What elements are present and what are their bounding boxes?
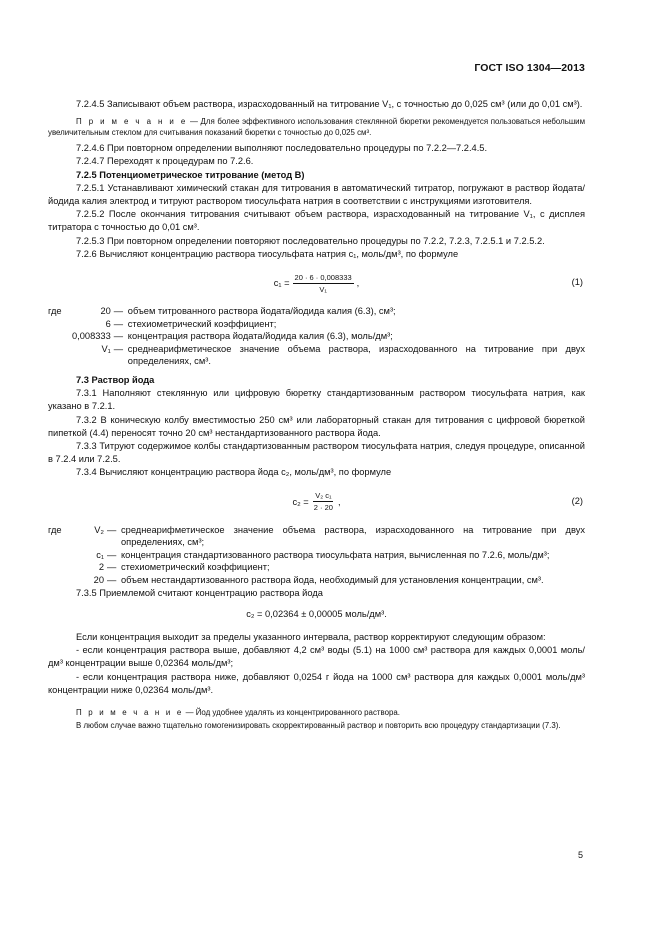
legend-row <box>48 318 585 331</box>
paragraph-7-2-5-2: 7.2.5.2 После окончания титрования считывают объем раствора, израсходованный на титрование V₁, с дисплея титратора с точностью до 0,01 см³. <box>48 209 585 233</box>
formula-2 <box>48 486 585 518</box>
formula-fraction <box>293 273 354 294</box>
legend-dash: — <box>107 524 117 535</box>
note-text: — Для более эффективного использования стеклянной бюретки рекомендуется пользоваться небольшим увеличительным стеклом для считывания показаний бюретки с точностью до 0,025 см³. <box>48 117 585 138</box>
paragraph-7-3-1: 7.3.1 Наполняют стеклянную или цифровую бюретку стандартизованным раствором тиосульфата натрия, как указано в 7.2.1. <box>48 388 585 412</box>
legend-dash: — <box>107 575 117 585</box>
formula-numerator: 20 · 6 · 0,008333 <box>294 272 352 282</box>
formula-1 <box>48 267 585 299</box>
page-body <box>48 60 585 733</box>
paragraph-7-2-6: 7.2.6 Вычисляют концентрацию раствора тиосульфата натрия c₁, моль/дм³, по формуле <box>76 248 459 259</box>
legend-row <box>48 343 585 368</box>
formula-denominator: 2 · 20 <box>313 503 333 513</box>
formula-tail: , <box>337 496 341 507</box>
section-heading-7-3: 7.3 Раствор йода <box>76 375 155 385</box>
legend-symbol: 0,008333 <box>72 331 111 342</box>
legend-lead <box>48 318 72 331</box>
formula-lhs: c₁ = <box>273 278 290 289</box>
section-heading-7-2-5: 7.2.5 Потенциометрическое титрование (метод В) <box>76 169 305 180</box>
formula-denominator: V₁ <box>319 284 327 294</box>
paragraph-correction: Если концентрация выходит за пределы указанного интервала, раствор корректируют следующим образом: <box>76 632 546 642</box>
legend-dash: — <box>113 318 124 329</box>
legend-row <box>48 524 585 549</box>
formula-number: (2) <box>571 495 583 506</box>
legend-dash: — <box>113 343 124 354</box>
legend-symbol: 20 <box>93 575 104 585</box>
note-2-continuation: В любом случае важно тщательно гомогенизировать скорректированный раствор и повторить всю процедуру стандартизации (7.3). <box>76 721 561 731</box>
paragraph-7-3-4: 7.3.4 Вычисляют концентрацию раствора йода c₂, моль/дм³, по формуле <box>76 467 392 478</box>
legend-symbol: V₁ <box>101 343 111 354</box>
legend-symbol: 2 <box>98 562 104 573</box>
legend-lead <box>48 574 72 587</box>
legend-row <box>48 549 585 562</box>
paragraph-7-3-2: 7.3.2 В коническую колбу вместимостью 250 см³ или лабораторный стакан для титрования с цифровой бюреткой пипеткой (4.4) переносят точно 20 см³ нестандартизованного раствора йода. <box>48 414 585 438</box>
legend-formula-1 <box>48 305 585 368</box>
legend-symbol: c₁ <box>96 549 104 560</box>
paragraph-7-2-5-1: 7.2.5.1 Устанавливают химический стакан для титрования в автоматический титратор, погружают в раствор йодата/йодида калия электрод и титруют раствором тиосульфата натрия в соответствии с инструкциями изготовителя. <box>48 182 585 207</box>
legend-row <box>48 574 585 587</box>
legend-text: среднеарифметическое значение объема раствора, израсходованного на титрование при двух определениях, см³. <box>127 343 585 367</box>
legend-row <box>48 330 585 343</box>
legend-symbol: V₂ <box>94 524 104 535</box>
paragraph-lower: - если концентрация раствора ниже, добавляют 0,0254 г йода на 1000 см³ раствора для каждых 0,0001 моль/дм³ концентрации ниже 0,02364 моль/дм³. <box>48 671 585 695</box>
formula-lhs: c₂ = <box>292 496 309 507</box>
legend-dash: — <box>113 331 124 342</box>
legend-formula-2 <box>48 524 585 587</box>
paragraph-7-2-4-7: 7.2.4.7 Переходят к процедурам по 7.2.6. <box>76 156 254 167</box>
legend-text: стехиометрический коэффициент; <box>121 562 270 573</box>
legend-lead <box>48 330 72 343</box>
note-label: П р и м е ч а н и е <box>76 708 184 718</box>
formula-3: c₂ = 0,02364 ± 0,00005 моль/дм³. <box>246 608 387 619</box>
paragraph-7-3-3: 7.3.3 Титруют содержимое колбы стандартизованным раствором тиосульфата натрия, следуя процедуре, описанной в 7.2.4 или 7.2.5. <box>48 441 585 465</box>
note-2 <box>48 707 585 718</box>
legend-dash: — <box>107 549 117 560</box>
paragraph-7-2-5-3: 7.2.5.3 При повторном определении повторяют последовательно процедуры по 7.2.2, 7.2.3, 7.2.5.1 и 7.2.5.2. <box>76 235 545 246</box>
legend-text: среднеарифметическое значение объема раствора, израсходованного на титрование при двух определениях, см³; <box>121 524 585 548</box>
legend-row <box>48 561 585 574</box>
legend-text: стехиометрический коэффициент; <box>127 318 277 329</box>
legend-lead: где <box>48 306 62 317</box>
legend-symbol: 20 <box>100 306 111 317</box>
note-text: — Йод удобнее удалять из концентрированного раствора. <box>183 708 400 718</box>
legend-lead: где <box>48 524 62 535</box>
formula-numerator: V₂ c₁ <box>315 491 332 501</box>
legend-lead <box>48 561 72 574</box>
legend-dash: — <box>113 306 124 317</box>
legend-symbol: 6 <box>105 318 111 329</box>
legend-dash: — <box>107 562 117 573</box>
paragraph-7-2-4-5: 7.2.4.5 Записывают объем раствора, израсходованный на титрование V₁, с точностью до 0,025 см³ (или до 0,01 см³). <box>76 99 583 109</box>
legend-text: концентрация раствора йодата/йодида калия (6.3), моль/дм³; <box>127 331 393 342</box>
legend-text: концентрация стандартизованного раствора тиосульфата натрия, вычисленная по 7.2.6, моль/дм³; <box>121 549 550 560</box>
document-code: ГОСТ ISO 1304—2013 <box>474 62 585 74</box>
legend-lead <box>48 343 72 368</box>
paragraph-7-3-5: 7.3.5 Приемлемой считают концентрацию раствора йода <box>76 587 323 598</box>
paragraph-7-2-4-6: 7.2.4.6 При повторном определении выполняют последовательно процедуры по 7.2.2—7.2.4.5. <box>76 143 488 154</box>
formula-tail: , <box>356 278 360 289</box>
note-label: П р и м е ч а н и е <box>76 117 188 127</box>
formula-fraction <box>312 491 335 512</box>
page-number: 5 <box>577 850 583 860</box>
legend-text: объем нестандартизованного раствора йода, необходимый для установления концентрации, см³. <box>121 575 544 585</box>
legend-row <box>48 305 585 318</box>
paragraph-higher: - если концентрация раствора выше, добавляют 4,2 см³ воды (5.1) на 1000 см³ раствора для каждых 0,0001 моль/дм³ концентрации выше 0,02364 моль/дм³; <box>48 645 585 669</box>
legend-text: объем титрованного раствора йодата/йодида калия (6.3), см³; <box>127 306 396 317</box>
legend-lead <box>48 549 72 562</box>
formula-number: (1) <box>571 277 583 288</box>
note-1 <box>48 116 585 138</box>
